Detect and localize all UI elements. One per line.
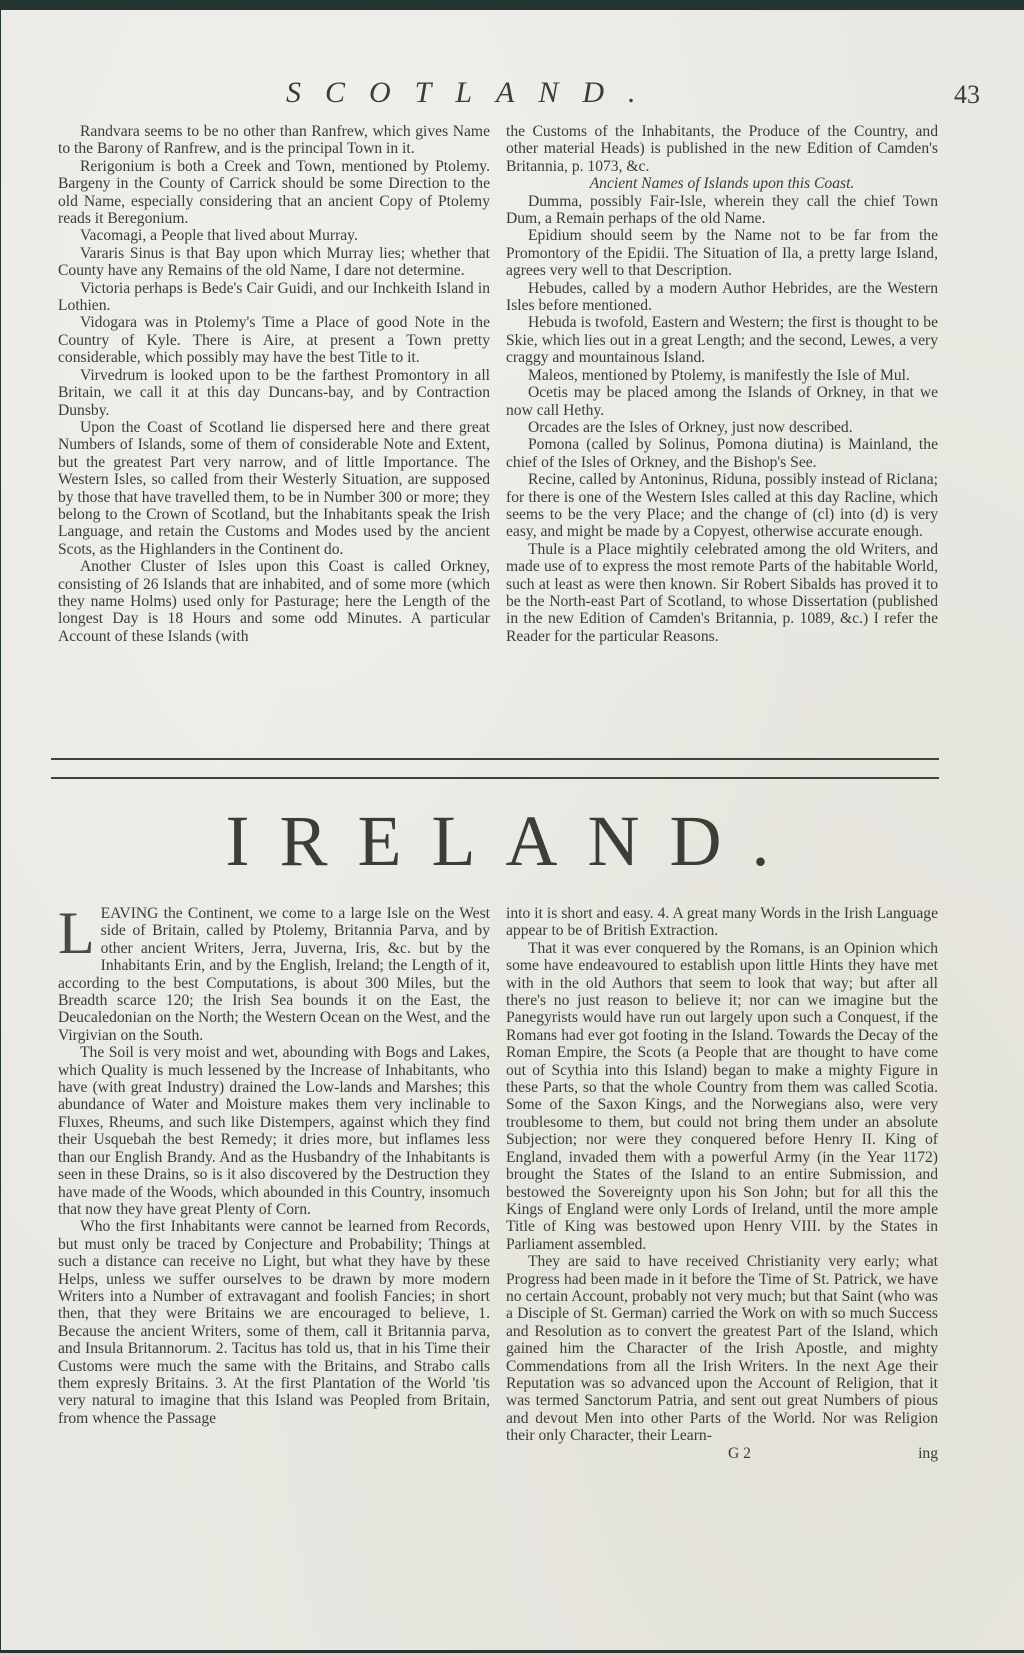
paragraph-soil: The Soil is very moist and wet, abounding with Bogs and Lakes, which Quality is much lessened by the Increase of Inhabitants, who have (with great Industry) drained the Low-lands and Marshes; this abundance of Water and Moisture makes them very inclinable to Fluxes, Rheums, and such like Distempers, against which they find their Usquebah the best Remedy; it dries more, but inflames less than our English Brandy. And as the Husbandry of the Inhabitants is seen in these Drains, so is it also discovered by the Destruction they have made of the Woods, which abounded in this Country, insomuch that now they have great Plenty of Corn. [58, 1044, 490, 1218]
paragraph-leaving-text: EAVING the Continent, we come to a large Isle on the West side of Britain, called by Ptolemy, Britannia Parva, and by other ancient Writers, Jerra, Juverna, Iris, &c. but by the Inhabitants Erin, and by the English, Ireland; the Length of it, according to the best Computations, is about 300 Miles, but the Breadth scarce 120; the Irish Sea bounds it on the East, the Deucaledonian on the North; the Western Ocean on the West, and the Virgivian on the South. [58, 905, 490, 1044]
paragraph-romans: That it was ever conquered by the Romans, is an Opinion which some have endeavoured to establish upon little Hints they have met with in the old Authors that seem to look that way; but after all there's no just reason to believe it; nor can we imagine but the Panegyrists would have run out largely upon such a Conquest, if the Romans had ever got footing in the Island. Towards the Decay of the Roman Empire, the Scots (a People that are thought to have come out of Scythia into this Island) began to make a mighty Figure in these Parts, so that the whole Country from them was called Scotia. Some of the Saxon Kings, and the Norwegians also, were very troublesome to them, but could not bring them under an absolute Subjection; nor were they conquered before Henry II. King of England, invaded them with a powerful Army (in the Year 1172) brought the States of the Island to an entire Submission, and bestowed the Sovereignty upon his Son John; but for all this the Kings of England were only Lords of Ireland, until the more ample Title of King was bestowed upon Henry VIII. by the States in Parliament assembled. [506, 939, 938, 1253]
paragraph-maleos: Maleos, mentioned by Ptolemy, is manifestly the Isle of Mul. [528, 366, 910, 384]
section-subheading: Ancient Names of Islands upon this Coast. [589, 175, 855, 193]
page-number: 43 [954, 80, 980, 109]
catchword: ing [918, 1444, 938, 1462]
signature-mark: G 2 [728, 1444, 751, 1462]
running-head [1, 76, 1024, 116]
paragraph-vacomagi: Vacomagi, a People that lived about Murray. [80, 227, 358, 245]
paragraph-ocetis: Ocetis may be placed among the Islands of Orkney, in that we now call Hethy. [506, 384, 938, 419]
divider-rule-bottom [51, 777, 939, 779]
paragraph-epidium: Epidium should seem by the Name not to be far from the Promontory of the Epidii. The Situation of Ila, a pretty large Island, agrees very well to that Description. [506, 227, 938, 280]
scotland-right-column [506, 123, 938, 645]
paragraph-western-isles: Upon the Coast of Scotland lie dispersed here and there great Numbers of Islands, some of them of considerable Note and Extent, but the greatest Part very narrow, and of little Importance. The Western Isles, so called from their Westerly Situation, are supposed by those that have travelled them, to be in Number 300 or more; they belong to the Crown of Scotland, but the Inhabitants speak the Irish Language, and retain the Customs and Modes used by the ancient Scots, as the Highlanders in the Continent do. [58, 418, 490, 558]
paragraph-virvedrum: Virvedrum is looked upon to be the farthest Promontory in all Britain, we call it at this day Duncans-bay, and by Contraction Dunsby. [58, 366, 490, 419]
paragraph-vararis-sinus: Vararis Sinus is that Bay upon which Murray lies; whether that County have any Remains of the old Name, I dare not determine. [58, 244, 490, 280]
paragraph-continuation: the Customs of the Inhabitants, the Produce of the Country, and other material Heads) is published in the new Edition of Camden's Britannia, p. 1073, &c. [506, 123, 938, 175]
paragraph-hebuda: Hebuda is twofold, Eastern and Western; the first is thought to be Skie, which lies out in a great Length; and the second, Lewes, a very craggy and mountainous Island. [506, 314, 938, 367]
page-footer [506, 1445, 938, 1462]
paragraph-leaving-continent [58, 900, 490, 1044]
divider-rule-top [51, 758, 939, 760]
paragraph-continuation: into it is short and easy. 4. A great many Words in the Irish Language appear to be of British Extraction. [506, 905, 938, 940]
paragraph-first-inhabitants: Who the first Inhabitants were cannot be learned from Records, but must only be traced by Conjecture and Probability; Things at such a distance can receive no Light, but what they have by these Helps, unless we suffer ourselves to be drawn by more modern Writers into a Number of extravagant and foolish Fancies; in short then, that they were Britains we are encouraged to believe, 1. Because the ancient Writers, some of them, call it Britannia parva, and Insula Britannorum. 2. Tacitus has told us, that in his Time their Customs were much the same with the Britains, and Strabo calls them expresly Britains. 3. At the first Plantation of the World 'tis very natural to imagine that this Island was Peopled from Britain, from whence the Passage [58, 1218, 490, 1427]
chapter-title: IRELAND. [225, 801, 800, 881]
book-page [1, 10, 1024, 1650]
paragraph-pomona: Pomona (called by Solinus, Pomona diutina) is Mainland, the chief of the Isles of Orkney, and the Bishop's See. [506, 436, 938, 471]
paragraph-christianity: They are said to have received Christianity very early; what Progress had been made in it before the Time of St. Patrick, we have no certain Account, probably not very much; but that Saint (who was a Disciple of St. German) carried the Work on with so much Success and Resolution as to convert the greatest Part of the Island, which gained him the Character of the Irish Apostle, and mighty Commendations from all the Irish Writers. In the next Age their Reputation was so advanced upon the Account of Religion, that it was termed Sanctorum Patria, and sent out great Numbers of pious and devout Men into other Parts of the World. Nor was Religion their only Character, their Learn- [506, 1253, 938, 1445]
paragraph-recine: Recine, called by Antoninus, Riduna, possibly instead of Riclana; for there is one of the Western Isles called at this day Racline, which seems to be the very Place; and the change of (cl) into (d) is very easy, and might be made by a Copyest, otherwise accurate enough. [506, 471, 938, 541]
ireland-right-column [506, 905, 938, 1462]
running-title: SCOTLAND. [286, 76, 660, 109]
paragraph-orcades: Orcades are the Isles of Orkney, just now described. [528, 418, 853, 436]
paragraph-dumma: Dumma, possibly Fair-Isle, wherein they call the chief Town Dum, a Remain perhaps of the old Name. [506, 192, 938, 228]
scotland-left-column [58, 123, 490, 645]
ireland-left-column [58, 900, 490, 1427]
paragraph-vidogara: Vidogara was in Ptolemy's Time a Place of good Note in the Country of Kyle. There is Aire, at present a Town pretty considerable, which possibly may have the best Title to it. [58, 314, 490, 367]
paragraph-randvara: Randvara seems to be no other than Ranfrew, which gives Name to the Barony of Ranfrew, and is the principal Town in it. [58, 123, 490, 158]
paragraph-hebudes: Hebudes, called by a modern Author Hebrides, are the Western Isles before mentioned. [506, 279, 938, 315]
paragraph-rerigonium: Rerigonium is both a Creek and Town, mentioned by Ptolemy. Bargeny in the County of Carrick should be some Direction to the old Name, especially considering that an ancient Copy of Ptolemy reads it Beregonium. [58, 157, 490, 228]
paragraph-orkney: Another Cluster of Isles upon this Coast is called Orkney, consisting of 26 Islands that are inhabited, and of some more (which they name Holms) used only for Pasturage; here the Length of the longest Day is 18 Hours and some odd Minutes. A particular Account of these Islands (with [58, 558, 490, 645]
paragraph-thule: Thule is a Place mightily celebrated among the old Writers, and made use of to express the most remote Parts of the habitable World, such at least as were then known. Sir Robert Sibalds has proved it to be the North-east Part of Scotland, to whose Dissertation (published in the new Edition of Camden's Britannia, p. 1089, &c.) I refer the Reader for the particular Reasons. [506, 540, 938, 645]
paragraph-victoria: Victoria perhaps is Bede's Cair Guidi, and our Inchkeith Island in Lothien. [58, 279, 490, 315]
drop-cap: L [58, 900, 95, 966]
